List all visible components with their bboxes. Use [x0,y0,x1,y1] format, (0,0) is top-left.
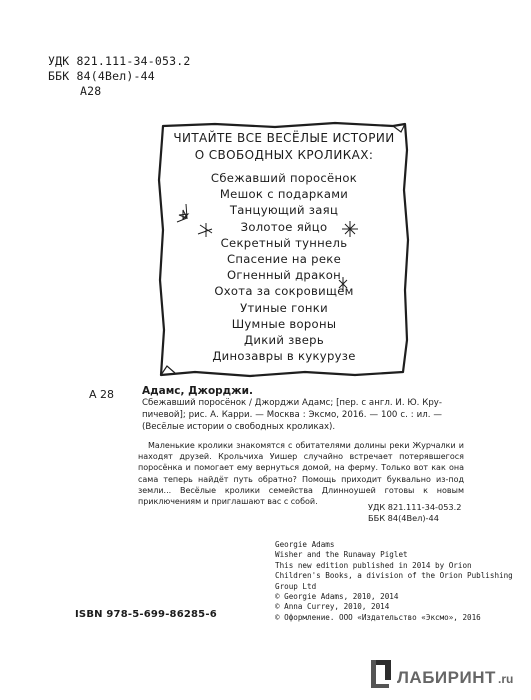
series-title-item: Танцующий заяц [229,203,339,218]
series-title-item: Секретный туннель [220,235,348,250]
svg-text:ЛАБИРИНТ: ЛАБИРИНТ [397,668,496,687]
copyright-line: © Anna Currey, 2010, 2014 [275,602,390,612]
top-classification-codes [48,54,190,99]
series-title-list [155,170,413,364]
bottom-udk: УДК 821.111-34-053.2 [368,502,462,512]
bottom-classification-codes [368,502,461,524]
series-title-item: Сбежавший поросёнок [210,171,358,185]
series-scroll-box [155,120,413,380]
book-annotation: Маленькие кролики знакомятся с обитателями долины реки Журчалки и находят друзей. Крольчиха Уишер случайно встречает потерявшегося поросёнка и помогает ему вернуться домой, на ферму. Только вот как она сама теперь найдёт путь обратно? Помощь приходит буквально из-под земли... Весёлые кролики семейства Длинноушей готовы к новым приключениям и приглашают вас с собой. [138,441,464,507]
series-heading [155,130,413,164]
copyright-edition-line: This new edition published in 2014 by Orion [275,560,472,570]
copyright-line: © Оформление. ООО «Издательство «Эксмо», 2016 [275,612,481,622]
catalog-code: А 28 [89,388,115,401]
isbn: ISBN 978-5-699-86285-6 [75,609,217,620]
top-author-mark: А28 [80,84,102,98]
series-heading-line2: О СВОБОДНЫХ КРОЛИКАХ: [194,148,374,162]
copyright-edition-line: Group Ltd [275,581,317,591]
catalog-description: Сбежавший поросёнок / Джорджи Адамс; [пер. с англ. И. Ю. Крупичевой]; рис. А. Карри. — Москва : Эксмо, 2016. — 100 с. : ил. — (Весёлые истории о свободных кроликах). [142,398,442,432]
series-title-item: Спасение на реке [226,252,342,267]
series-title-item: Динозавры в кукурузе [212,349,356,364]
catalog-record [92,385,442,433]
series-title-item: Мешок с подарками [219,187,349,202]
series-title-item: Шумные вороны [231,316,337,331]
bottom-bbk: ББК 84(4Вел)-44 [368,513,439,523]
copyright-original-title: Wisher and the Runaway Piglet [275,550,408,560]
series-title-item: Дикий зверь [244,333,324,348]
series-title-item: Охота за сокровищем [214,284,354,299]
svg-text:.ru: .ru [498,672,514,686]
catalog-author: Адамс, Джорджи. [142,385,253,397]
labirint-logo-icon [369,654,518,694]
labirint-watermark-logo [369,654,518,694]
copyright-block [275,540,513,623]
top-bbk: ББК 84(4Вел)-44 [48,69,155,83]
top-udk: УДК 821.111-34-053.2 [48,54,191,68]
series-title-item: Золотое яйцо [240,219,328,234]
series-title-item: Огненный дракон [226,268,342,283]
copyright-author: Georgie Adams [275,540,335,549]
series-title-item: Утиные гонки [240,300,328,315]
series-heading-line1: ЧИТАЙТЕ ВСЕ ВЕСЁЛЫЕ ИСТОРИИ [173,131,395,145]
copyright-line: © Georgie Adams, 2010, 2014 [275,592,399,602]
copyright-edition-line: Children's Books, a division of the Orion Publishing [275,571,513,581]
